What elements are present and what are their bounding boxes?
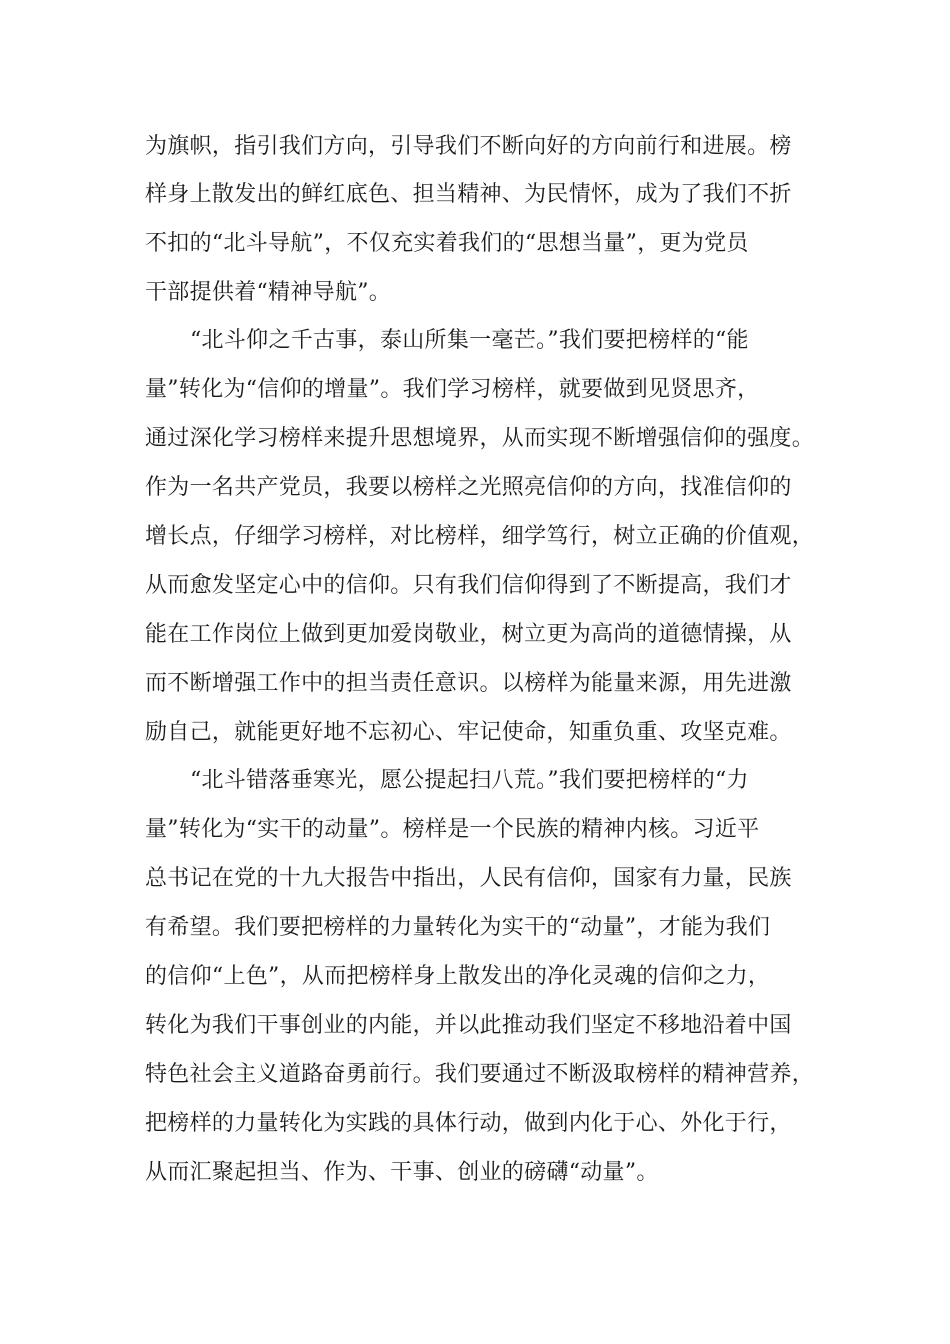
paragraph-2-line-7: 能在工作岗位上做到更加爱岗敬业，树立更为高尚的道德情操，从 bbox=[145, 622, 792, 647]
paragraph-2-line-2: 量”转化为“信仰的增量”。我们学习榜样，就要做到见贤思齐， bbox=[145, 377, 760, 402]
paragraph-3-line-7: 特色社会主义道路奋勇前行。我们要通过不断汲取榜样的精神营养， bbox=[145, 1062, 815, 1087]
paragraph-3-line-3: 总书记在党的十九大报告中指出，人民有信仰，国家有力量，民族 bbox=[145, 866, 792, 891]
paragraph-1-line-3: 不扣的“北斗导航”，不仅充实着我们的“思想当量”，更为党员 bbox=[145, 231, 749, 256]
paragraph-1-line-1: 为旗帜，指引我们方向，引导我们不断向好的方向前行和进展。榜 bbox=[145, 134, 792, 159]
paragraph-3-line-2: 量”转化为“实干的动量”。榜样是一个民族的精神内核。习近平 bbox=[145, 817, 760, 842]
paragraph-3-line-8: 把榜样的力量转化为实践的具体行动，做到内化于心、外化于行， bbox=[145, 1111, 792, 1136]
paragraph-2-line-6: 从而愈发坚定心中的信仰。只有我们信仰得到了不断提高，我们才 bbox=[145, 573, 792, 598]
paragraph-3-line-1: “北斗错落垂寒光，愿公提起扫八荒。”我们要把榜样的“力 bbox=[190, 768, 749, 793]
paragraph-2-line-1: “北斗仰之千古事，泰山所集一毫芒。”我们要把榜样的“能 bbox=[190, 328, 749, 353]
paragraph-2-line-5: 增长点，仔细学习榜样，对比榜样，细学笃行，树立正确的价值观， bbox=[145, 524, 815, 549]
paragraph-3-line-4: 有希望。我们要把榜样的力量转化为实干的“动量”，才能为我们 bbox=[145, 915, 771, 940]
paragraph-3-line-5: 的信仰“上色”，从而把榜样身上散发出的净化灵魂的信仰之力， bbox=[145, 964, 771, 989]
paragraph-3-line-6: 转化为我们干事创业的内能，并以此推动我们坚定不移地沿着中国 bbox=[145, 1013, 792, 1038]
paragraph-1-line-2: 样身上散发出的鲜红底色、担当精神、为民情怀，成为了我们不折 bbox=[145, 182, 792, 207]
paragraph-2-line-3: 通过深化学习榜样来提升思想境界，从而实现不断增强信仰的强度。 bbox=[145, 426, 815, 451]
paragraph-1-line-4: 干部提供着“精神导航”。 bbox=[145, 280, 392, 305]
paragraph-2-line-4: 作为一名共产党员，我要以榜样之光照亮信仰的方向，找准信仰的 bbox=[145, 475, 792, 500]
paragraph-2-line-9: 励自己，就能更好地不忘初心、牢记使命，知重负重、攻坚克难。 bbox=[145, 720, 792, 745]
paragraph-2-line-8: 而不断增强工作中的担当责任意识。以榜样为能量来源，用先进激 bbox=[145, 671, 792, 696]
paragraph-3-line-9: 从而汇聚起担当、作为、干事、创业的磅礴“动量”。 bbox=[145, 1160, 659, 1185]
